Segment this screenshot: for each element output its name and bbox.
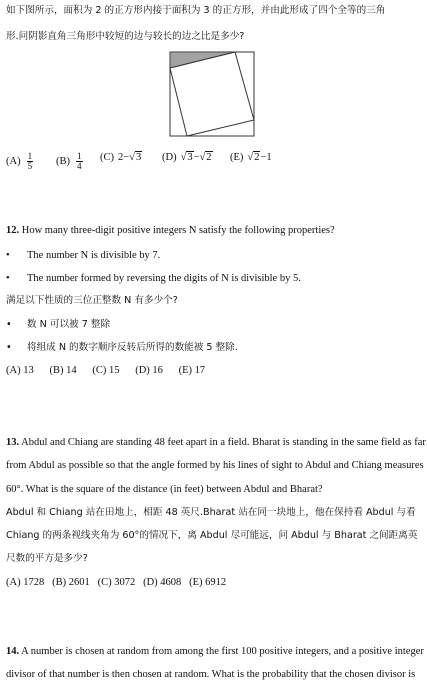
fraction bbox=[76, 152, 83, 171]
q12-chinese-question: 满足以下性质的三位正整数 N 有多少个? bbox=[6, 295, 178, 306]
q11-option-e bbox=[230, 152, 272, 163]
bullet-text: 数 N 可以被 7 整除 bbox=[27, 319, 111, 330]
radicand: 2 bbox=[254, 152, 260, 163]
q11-text-line-2: 形.问阴影直角三角形中较短的边与较长的边之比是多少? bbox=[6, 31, 245, 42]
radicand: 3 bbox=[187, 152, 193, 163]
q13-question-line-1 bbox=[6, 436, 426, 449]
q12-question bbox=[6, 224, 335, 237]
option-label: (E) bbox=[230, 152, 244, 163]
question-text: A number is chosen at random from among the first 100 positive integers, and a positive integer bbox=[21, 646, 424, 657]
q13-chinese-line-3: 尺数的平方是多少? bbox=[6, 553, 88, 564]
sqrt-sign: √ bbox=[247, 152, 254, 163]
q11-option-b bbox=[56, 152, 85, 171]
bullet: • bbox=[6, 250, 10, 261]
option-label: (C) bbox=[100, 152, 114, 163]
option-text: −1 bbox=[260, 152, 272, 163]
option-label: (D) bbox=[162, 152, 177, 163]
q13-question-line-2: from Abdul as possible so that the angle formed by his lines of sight to Abdul and Chiang measures bbox=[6, 460, 424, 471]
q14-question-line-1 bbox=[6, 645, 424, 658]
bullet: • bbox=[6, 342, 12, 353]
bullet: • bbox=[6, 319, 12, 330]
denominator: 5 bbox=[27, 161, 33, 171]
q13-chinese-line-2: Chiang 的两条视线夹角为 60°的情况下，离 Abdul 尽可能远，问 Abdul 与 Bharat 之间距离英 bbox=[6, 530, 418, 541]
sqrt-sign: √ bbox=[180, 152, 187, 163]
option-text: 2− bbox=[118, 152, 130, 163]
denominator: 4 bbox=[77, 161, 82, 171]
bullet-text: 将组成 N 的数字顺序反转后所得的数能被 5 整除. bbox=[27, 342, 238, 353]
bullet-text: The number N is divisible by 7. bbox=[27, 250, 161, 261]
q11-option-c bbox=[100, 152, 142, 163]
option-label: (A) bbox=[6, 155, 21, 167]
q13-question-line-3: 60°. What is the square of the distance (in feet) between Abdul and Bharat? bbox=[6, 484, 323, 495]
q11-text-line-1: 如下图所示，面积为 2 的正方形内接于面积为 3 的正方形，并由此形成了四个全等的三角 bbox=[6, 5, 386, 16]
minus-sign: − bbox=[193, 152, 200, 163]
radicand: 2 bbox=[206, 152, 212, 163]
numerator: 1 bbox=[27, 151, 33, 161]
q11-squares-figure bbox=[169, 51, 255, 137]
fraction bbox=[27, 152, 34, 171]
question-number: 14. bbox=[6, 646, 20, 657]
radicand: 3 bbox=[135, 152, 142, 163]
q14-question-line-2: divisor of that number is then chosen at random. What is the probability that the chosen divisor is bbox=[6, 669, 416, 680]
sqrt-sign: √ bbox=[129, 152, 135, 163]
question-text: How many three-digit positive integers N satisfy the following properties? bbox=[21, 225, 335, 236]
q11-option-d bbox=[162, 152, 213, 163]
q11-option-a bbox=[6, 152, 35, 171]
option-label: (B) bbox=[56, 155, 70, 167]
q13-chinese-line-1: Abdul 和 Chiang 站在田地上，相距 48 英尺.Bharat 站在同一块地上，他在保持看 Abdul 与看 bbox=[6, 507, 416, 518]
question-text: Abdul and Chiang are standing 48 feet apart in a field. Bharat is standing in the same field as far bbox=[21, 437, 426, 448]
sqrt-sign: √ bbox=[199, 152, 206, 163]
question-number: 12. bbox=[6, 225, 20, 236]
q13-options: (A) 1728 (B) 2601 (C) 3072 (D) 4608 (E) 6912 bbox=[6, 577, 227, 588]
bullet-text: The number formed by reversing the digits of N is divisible by 5. bbox=[27, 273, 301, 284]
bullet: • bbox=[6, 273, 10, 284]
q12-options: (A) 13 (B) 14 (C) 15 (D) 16 (E) 17 bbox=[6, 365, 206, 376]
question-number: 13. bbox=[6, 437, 20, 448]
numerator: 1 bbox=[77, 151, 82, 161]
